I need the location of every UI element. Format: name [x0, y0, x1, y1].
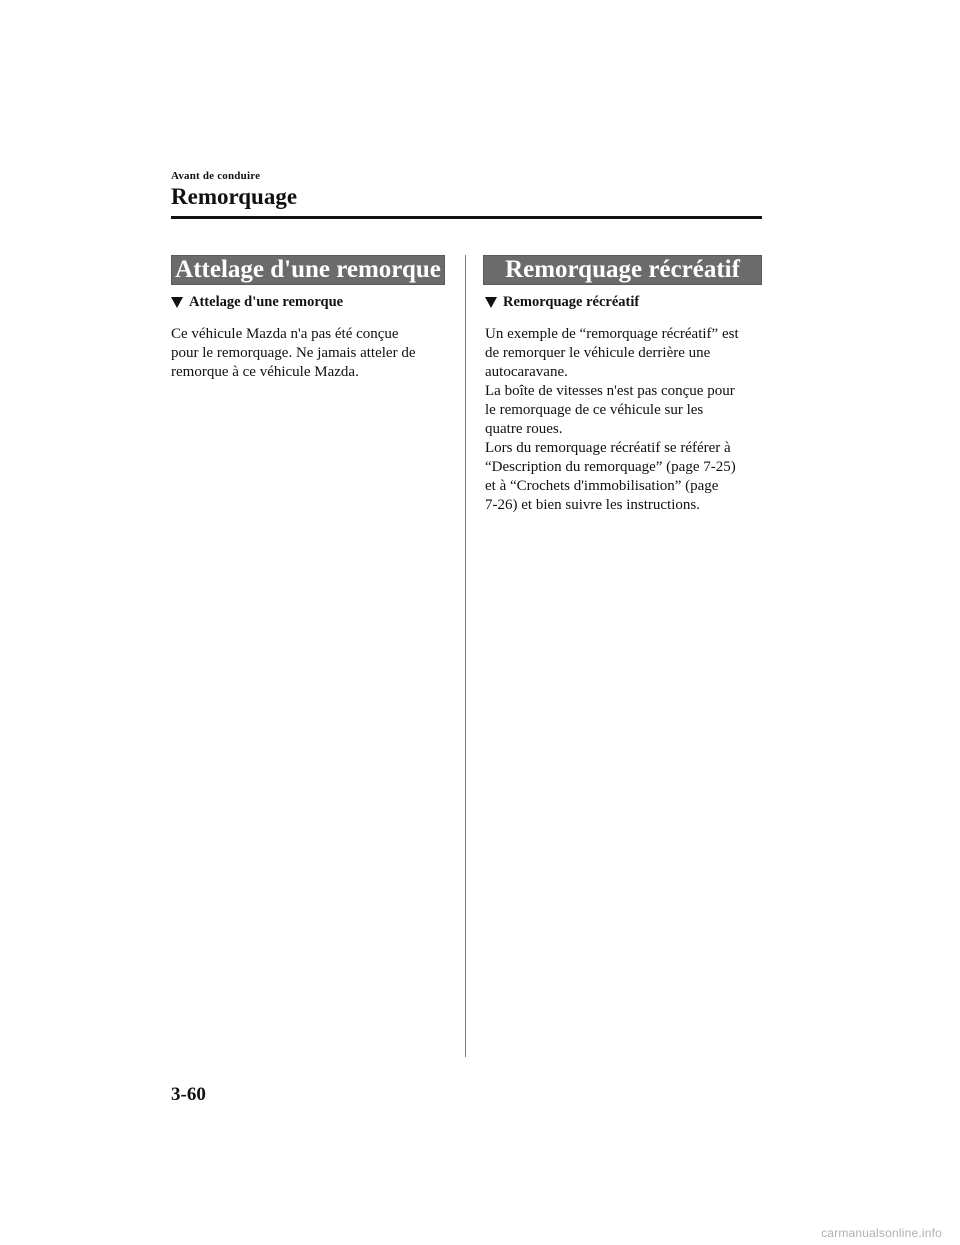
- watermark: carmanualsonline.info: [821, 1226, 942, 1240]
- triangle-down-icon: [485, 297, 497, 308]
- title-rule: [171, 216, 762, 219]
- page-title: Remorquage: [171, 184, 298, 209]
- paragraph-line: autocaravane.: [485, 364, 568, 380]
- section-banner-remorquage-recreatif: Remorquage récréatif: [483, 255, 762, 285]
- paragraph-line: quatre roues.: [485, 421, 563, 437]
- triangle-down-icon: [171, 297, 183, 308]
- paragraph-remorquage-recreatif: [485, 325, 770, 515]
- subheading-label: Attelage d'une remorque: [189, 294, 344, 310]
- paragraph-line: Ce véhicule Mazda n'a pas été conçue: [171, 326, 399, 342]
- paragraph-line: remorque à ce véhicule Mazda.: [171, 364, 359, 380]
- paragraph-line: La boîte de vitesses n'est pas conçue pour: [485, 383, 735, 399]
- paragraph-line: pour le remorquage. Ne jamais atteler de: [171, 345, 416, 361]
- page-number: 3-60: [171, 1084, 206, 1105]
- paragraph-line: Lors du remorquage récréatif se référer à: [485, 440, 731, 456]
- paragraph-line: 7-26) et bien suivre les instructions.: [485, 497, 700, 513]
- paragraph-attelage: [171, 325, 456, 382]
- subheading-remorquage-recreatif: [485, 294, 639, 311]
- subheading-label: Remorquage récréatif: [503, 294, 640, 310]
- section-banner-attelage: Attelage d'une remorque: [171, 255, 445, 285]
- breadcrumb: Avant de conduire: [171, 170, 261, 182]
- paragraph-line: le remorquage de ce véhicule sur les: [485, 402, 704, 418]
- subheading-attelage: [171, 294, 343, 311]
- paragraph-line: “Description du remorquage” (page 7-25): [485, 459, 736, 475]
- paragraph-line: et à “Crochets d'immobilisation” (page: [485, 478, 719, 494]
- column-divider: [465, 255, 466, 1057]
- paragraph-line: de remorquer le véhicule derrière une: [485, 345, 711, 361]
- paragraph-line: Un exemple de “remorquage récréatif” est: [485, 326, 739, 342]
